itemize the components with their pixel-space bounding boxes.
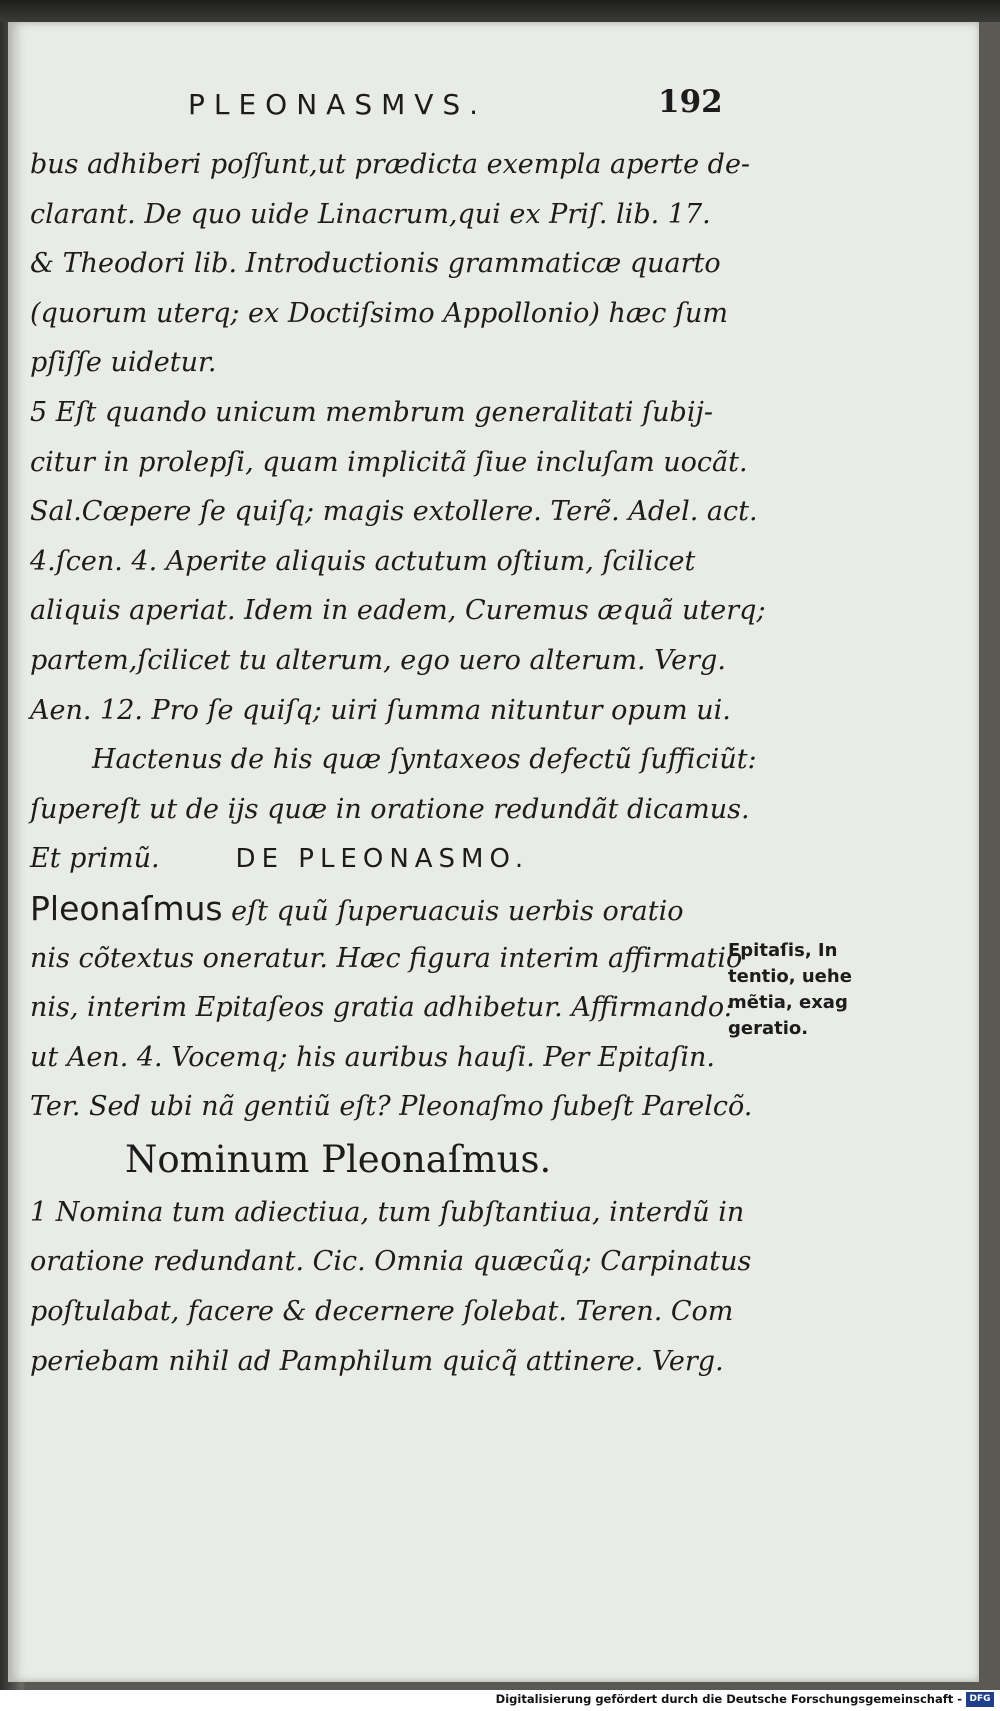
section-heading-line bbox=[30, 834, 720, 884]
text-line: 5 Eſt quando unicum membrum generalitati ſubij- bbox=[30, 396, 713, 428]
text-line: periebam nihil ad Pamphilum quicq̃ attinere. Verg. bbox=[30, 1345, 724, 1377]
definition-line: nis, interim Epitaſeos gratia adhibetur. Affirmando: bbox=[30, 992, 734, 1024]
subheading: Nominum Pleonaſmus. bbox=[125, 1137, 552, 1181]
text-line: 4.ſcen. 4. Aperite aliquis actutum oſtium, ſcilicet bbox=[30, 545, 696, 577]
text-line: Hactenus de his quæ ſyntaxeos defectũ ſufficiũt: bbox=[92, 744, 757, 776]
margin-note-line: tentio, uehe bbox=[728, 966, 852, 987]
text-line: clarant. De quo uide Linacrum,qui ex Priſ. lib. 17. bbox=[30, 198, 711, 230]
definition-term: Pleonaſmus bbox=[30, 888, 223, 928]
text-line: 1 Nomina tum adiectiua, tum ſubſtantiua, interdũ in bbox=[30, 1196, 745, 1228]
text-line: ſupereſt ut de ijs quæ in oratione redundãt dicamus. bbox=[30, 793, 750, 825]
margin-note-line: Epitaſis, In bbox=[728, 940, 838, 961]
text-line: Sal.Cœpere ſe quiſq; magis extollere. Terẽ. Adel. act. bbox=[30, 496, 758, 528]
margin-note bbox=[728, 938, 888, 1042]
text-line: Aen. 12. Pro ſe quiſq; uiri ſumma nituntur opum ui. bbox=[30, 694, 731, 726]
text-line: pſiſſe uidetur. bbox=[30, 347, 217, 379]
definition-line bbox=[30, 884, 720, 934]
definition-line: Ter. Sed ubi nã gentiũ eſt? Pleonaſmo ſubeſt Parelcõ. bbox=[30, 1091, 753, 1123]
text-line: (quorum uterq; ex Doctiſsimo Appollonio) hæc ſum bbox=[30, 297, 728, 329]
body-text bbox=[30, 140, 766, 1386]
definition-line: ut Aen. 4. Vocemq; his auribus hauſi. Per Epitaſin. bbox=[30, 1041, 716, 1073]
heading-lead: Et primũ. bbox=[30, 843, 160, 875]
text-line: aliquis aperiat. Idem in eadem, Curemus æquã uterq; bbox=[30, 595, 766, 627]
text-line: partem,ſcilicet tu alterum, ego uero alterum. Verg. bbox=[30, 644, 726, 676]
text-line: oratione redundant. Cic. Omnia quæcũq; Carpinatus bbox=[30, 1246, 752, 1278]
text-line: bus adhiberi poſſunt,ut prædicta exempla aperte de- bbox=[30, 149, 751, 180]
margin-note-line: mẽtia, exag bbox=[728, 992, 848, 1013]
running-head: PLEONASMVS. bbox=[188, 88, 488, 121]
text-line: citur in prolepſi, quam implicitã ſiue incluſam uocãt. bbox=[30, 446, 748, 478]
definition-text: eſt quũ ſuperuacuis uerbis oratio bbox=[222, 895, 684, 927]
dfg-logo: DFG bbox=[966, 1692, 994, 1707]
page-number: 192 bbox=[658, 84, 723, 120]
text-line: & Theodori lib. Introductionis grammaticæ quarto bbox=[30, 248, 721, 280]
section-title: DE PLEONASMO. bbox=[235, 844, 530, 875]
text-line: poſtulabat, facere & decernere ſolebat. Teren. Com bbox=[30, 1296, 734, 1328]
digitization-credit: Digitalisierung gefördert durch die Deutsche Forschungsgemeinschaft - bbox=[495, 1692, 962, 1706]
margin-note-line: geratio. bbox=[728, 1018, 809, 1039]
definition-line: nis cõtextus oneratur. Hæc figura interim affirmatio bbox=[30, 942, 743, 974]
scan-top-edge bbox=[0, 0, 1000, 22]
